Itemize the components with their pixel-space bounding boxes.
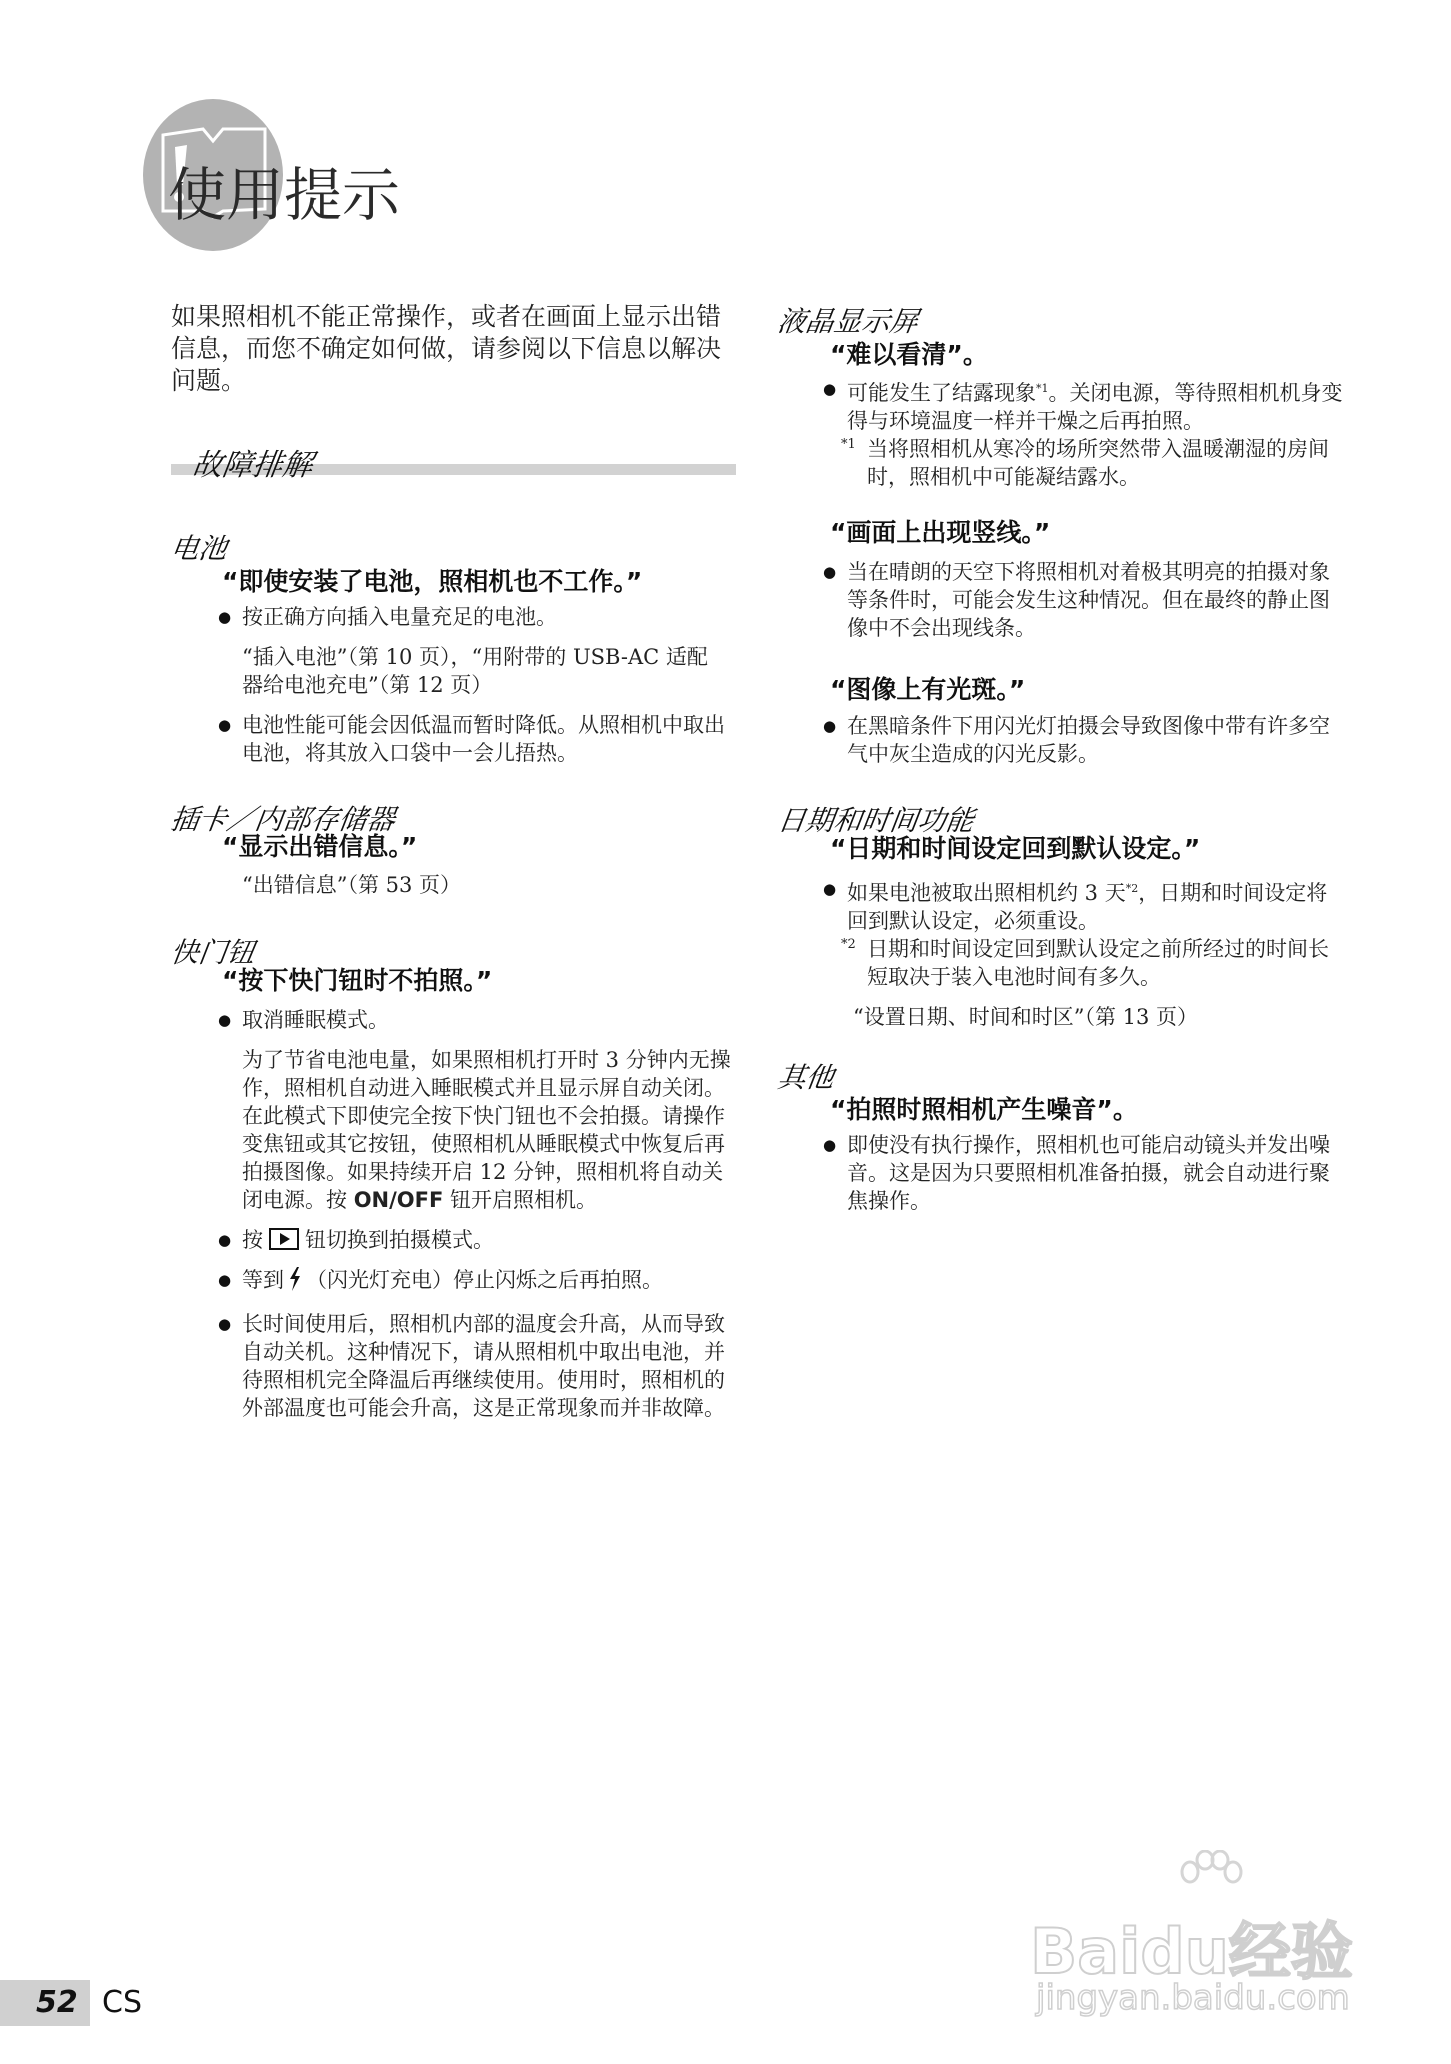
question-card: “显示出错信息。” [222,832,418,861]
heading-lcd: 液晶显示屏 [775,305,921,338]
question-other: “拍照时照相机产生噪音”。 [830,1095,1138,1124]
bullet-item [218,1226,738,1254]
lcd-body [823,375,1343,491]
footnote-ref: *2 [1125,882,1139,895]
bullet-text: ● 在黑暗条件下用闪光灯拍摄会导致图像中带有许多空气中灰尘造成的闪光反影。 [823,712,1333,768]
question-lcd: “难以看清”。 [830,340,988,369]
page-title: 使用提示 [168,161,401,229]
bullet-item [823,1131,1333,1215]
bullet-item: ● 按正确方向插入电量充足的电池。 [218,603,738,631]
bullet-item: ● 长时间使用后，照相机内部的温度会升高，从而导致自动关机。这种情况下，请从照相机中取出电池，并待照相机完全降温后再继续使用。使用时，照相机的外部温度也可能会升高，这是正常现象而并非故障。 [218,1310,732,1422]
bullet-item [823,712,1333,768]
question-datetime: “日期和时间设定回到默认设定。” [830,834,1201,863]
battery-body [218,603,738,767]
bullet-text: 如果电池被取出照相机约 3 天 [847,881,1126,905]
watermark-url: jingyan.baidu.com [1036,1978,1350,2018]
bullet-item: ● 取消睡眠模式。 [218,1006,738,1034]
question-lcd-lines: “画面上出现竖线。” [830,518,1051,547]
footnote [841,935,1333,991]
shutter-body [218,1006,738,1422]
page-reference: “插入电池”（第 10 页），“用附带的 USB-AC 适配器给电池充电”（第 12 页） [242,645,708,697]
footnote-ref: *1 [1036,382,1049,395]
paw-icon [1175,1850,1245,1910]
bullet-item: ● 电池性能可能会因低温而暂时降低。从照相机中取出电池，将其放入口袋中一会儿捂热。 [218,711,738,767]
footnote-text: 当将照相机从寒冷的场所突然带入温暖潮湿的房间时，照相机中可能凝结露水。 [867,437,1329,489]
question-battery: “即使安装了电池，照相机也不工作。” [222,567,643,596]
heading-card: 插卡／内部存储器 [168,803,398,836]
footnote-text: 日期和时间设定回到默认设定之前所经过的时间长短取决于装入电池时间有多久。 [867,937,1329,989]
bullet-item [218,1266,738,1298]
question-lcd-spots: “图像上有光斑。” [830,675,1026,704]
heading-shutter: 快门钮 [168,936,258,969]
watermark-brand: Baidu经验 [1030,1915,1353,1988]
heading-other: 其他 [775,1061,837,1094]
bullet-item [823,875,1333,935]
bullet-text: ，日期和时间设定将回到默认设定，必须重设。 [847,881,1328,933]
paragraph-text: 钮开启照相机。 [450,1188,598,1212]
footnote-mark: *1 [841,437,856,452]
bullet-item [823,375,1343,435]
page-reference: “设置日期、时间和时区”（第 13 页） [853,1005,1199,1029]
page-reference: “出错信息”（第 53 页） [242,873,462,897]
bullet-text: 钮切换到拍摄模式。 [305,1228,494,1252]
playback-icon [269,1228,299,1250]
question-shutter: “按下快门钮时不拍照。” [222,966,493,995]
heading-battery: 电池 [168,532,230,565]
bullet-text: 等到 [242,1268,284,1292]
datetime-body [823,875,1333,1031]
sleep-mode-paragraph [218,1046,738,1214]
bullet-text: 按 [242,1228,263,1252]
bullet-text: ● 即使没有执行操作，照相机也可能启动镜头并发出噪音。这是因为只要照相机准备拍摄，就会自动进行聚焦操作。 [823,1131,1333,1215]
baidu-watermark [1030,1850,1360,2020]
heading-datetime: 日期和时间功能 [775,804,977,837]
section-header: 故障排解 [190,448,315,483]
on-off-button-label: ON/OFF [353,1188,444,1212]
bullet-text: 可能发生了结露现象 [847,381,1036,405]
paragraph-text: 为了节省电池电量，如果照相机打开时 3 分钟内无操作，照相机自动进入睡眠模式并且显示屏自动关闭。在此模式下即使完全按下快门钮也不会拍摄。请操作变焦钮或其它按钮，使照相机从睡眠模式中恢复后再拍摄图像。如果持续开启 12 分钟，照相机将自动关闭电源。按 [242,1048,731,1212]
bullet-text: （闪光灯充电）停止闪烁之后再拍照。 [306,1268,663,1292]
page-number: 52 [36,1985,78,2020]
bullet-text: ● 当在晴朗的天空下将照相机对着极其明亮的拍摄对象等条件时，可能会发生这种情况。但在最终的静止图像中不会出现线条。 [823,558,1333,642]
flash-icon [288,1267,302,1298]
bullet-item [823,558,1333,642]
footnote [841,435,1343,491]
language-code: CS [102,1985,142,2020]
footnote-mark: *2 [841,937,856,952]
intro-paragraph: 如果照相机不能正常操作，或者在画面上显示出错信息，而您不确定如何做，请参阅以下信息以解决问题。 [171,302,722,395]
bullet-text: 。关闭电源，等待照相机机身变得与环境温度一样并干燥之后再拍照。 [847,381,1343,433]
